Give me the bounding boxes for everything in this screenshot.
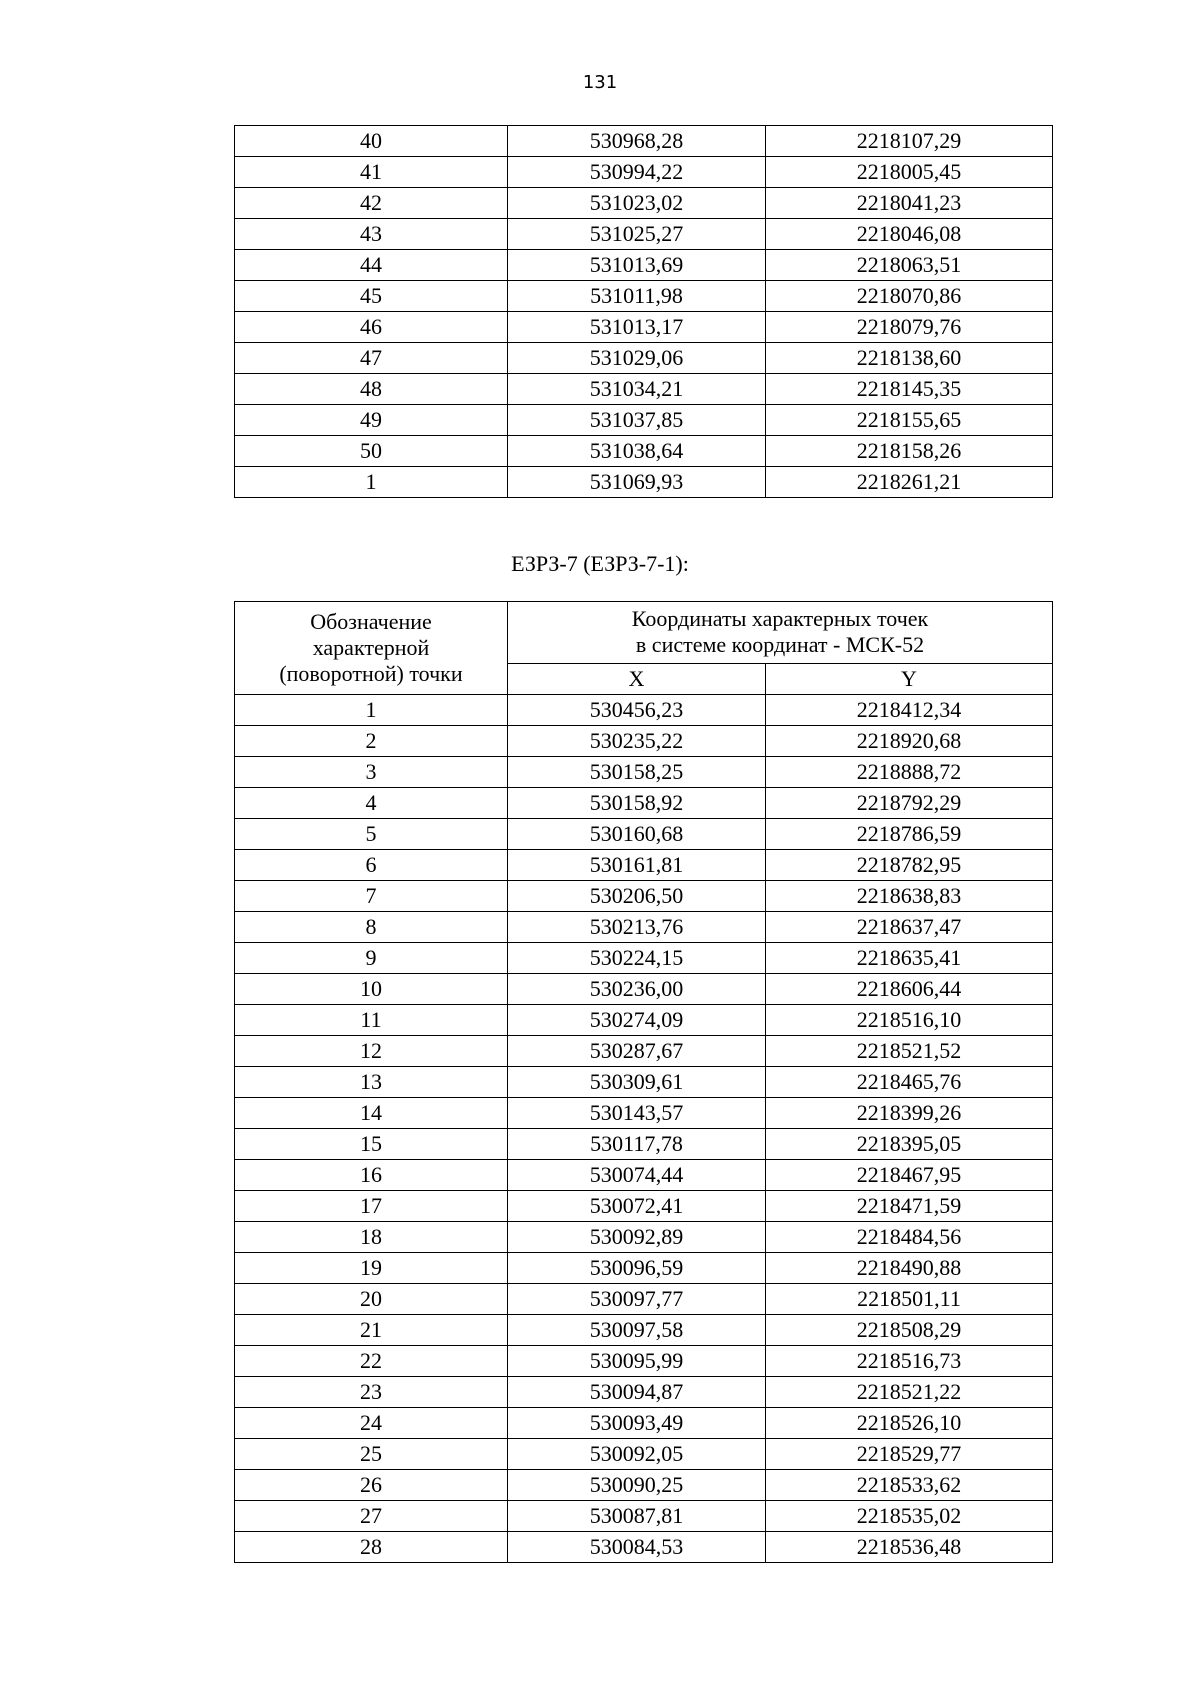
cell-x: 530090,25 [508,1470,766,1501]
table-row [235,974,1053,1005]
page-number: 131 [582,72,618,93]
cell-y: 2218138,60 [766,343,1053,374]
cell-point: 1 [235,467,508,498]
cell-point: 13 [235,1067,508,1098]
header-designation [235,602,508,695]
cell-x: 530161,81 [508,850,766,881]
cell-point: 8 [235,912,508,943]
table-row [235,850,1053,881]
table-row [235,1067,1053,1098]
header-coordinates-line: в системе координат - МСК-52 [635,632,925,658]
cell-point: 6 [235,850,508,881]
cell-point: 45 [235,281,508,312]
cell-y: 2218041,23 [766,188,1053,219]
cell-x: 530158,25 [508,757,766,788]
cell-y: 2218399,26 [766,1098,1053,1129]
cell-y: 2218786,59 [766,819,1053,850]
table-row [235,188,1053,219]
cell-point: 23 [235,1377,508,1408]
cell-y: 2218516,10 [766,1005,1053,1036]
table-row [235,943,1053,974]
cell-y: 2218606,44 [766,974,1053,1005]
cell-y: 2218526,10 [766,1408,1053,1439]
cell-x: 530158,92 [508,788,766,819]
cell-x: 530274,09 [508,1005,766,1036]
cell-x: 531011,98 [508,281,766,312]
cell-y: 2218145,35 [766,374,1053,405]
coordinates-table-continued [234,125,1053,498]
table-row [235,912,1053,943]
table-row [235,1222,1053,1253]
cell-x: 530087,81 [508,1501,766,1532]
cell-x: 530095,99 [508,1346,766,1377]
table-row [235,343,1053,374]
table-row [235,1253,1053,1284]
table-row [235,1098,1053,1129]
cell-y: 2218155,65 [766,405,1053,436]
cell-point: 18 [235,1222,508,1253]
cell-point: 43 [235,219,508,250]
cell-x: 530287,67 [508,1036,766,1067]
cell-x: 530213,76 [508,912,766,943]
cell-y: 2218521,22 [766,1377,1053,1408]
header-designation-line: Обозначение [310,609,432,634]
cell-x: 530160,68 [508,819,766,850]
table-row [235,1191,1053,1222]
cell-x: 531038,64 [508,436,766,467]
cell-point: 40 [235,126,508,157]
cell-x: 530092,05 [508,1439,766,1470]
cell-x: 530968,28 [508,126,766,157]
cell-point: 1 [235,695,508,726]
cell-x: 531023,02 [508,188,766,219]
cell-y: 2218920,68 [766,726,1053,757]
cell-point: 25 [235,1439,508,1470]
table-row [235,1129,1053,1160]
header-y: Y [766,663,1053,694]
cell-y: 2218533,62 [766,1470,1053,1501]
cell-y: 2218635,41 [766,943,1053,974]
header-coordinates [508,602,1053,664]
cell-y: 2218484,56 [766,1222,1053,1253]
header-coordinates-line: Координаты характерных точек [631,606,929,632]
table-header [235,602,1053,695]
cell-y: 2218782,95 [766,850,1053,881]
cell-y: 2218508,29 [766,1315,1053,1346]
cell-y: 2218395,05 [766,1129,1053,1160]
cell-y: 2218490,88 [766,1253,1053,1284]
table-body [235,695,1053,1563]
table-row [235,312,1053,343]
cell-point: 2 [235,726,508,757]
cell-x: 530994,22 [508,157,766,188]
table-row [235,157,1053,188]
cell-y: 2218637,47 [766,912,1053,943]
cell-x: 531037,85 [508,405,766,436]
cell-x: 530206,50 [508,881,766,912]
cell-y: 2218046,08 [766,219,1053,250]
cell-y: 2218535,02 [766,1501,1053,1532]
cell-y: 2218107,29 [766,126,1053,157]
cell-x: 530097,77 [508,1284,766,1315]
cell-y: 2218638,83 [766,881,1053,912]
cell-point: 20 [235,1284,508,1315]
cell-y: 2218792,29 [766,788,1053,819]
cell-point: 4 [235,788,508,819]
cell-x: 530117,78 [508,1129,766,1160]
section-title: ЕЗРЗ-7 (ЕЗРЗ-7-1): [511,551,689,576]
cell-point: 22 [235,1346,508,1377]
cell-point: 9 [235,943,508,974]
cell-x: 531013,17 [508,312,766,343]
table-row [235,1160,1053,1191]
cell-x: 530235,22 [508,726,766,757]
table-row [235,1470,1053,1501]
table-row [235,467,1053,498]
cell-point: 41 [235,157,508,188]
cell-y: 2218158,26 [766,436,1053,467]
cell-point: 15 [235,1129,508,1160]
cell-x: 531025,27 [508,219,766,250]
cell-y: 2218501,11 [766,1284,1053,1315]
table-row [235,281,1053,312]
table-row [235,250,1053,281]
table-row [235,1532,1053,1563]
table-row [235,1346,1053,1377]
cell-x: 531029,06 [508,343,766,374]
table-row [235,788,1053,819]
table-row [235,219,1053,250]
table-body [235,126,1053,498]
table-row [235,757,1053,788]
cell-point: 21 [235,1315,508,1346]
cell-x: 530093,49 [508,1408,766,1439]
cell-x: 530143,57 [508,1098,766,1129]
cell-x: 530094,87 [508,1377,766,1408]
cell-y: 2218888,72 [766,757,1053,788]
cell-y: 2218471,59 [766,1191,1053,1222]
table-row [235,1315,1053,1346]
table-row [235,1036,1053,1067]
cell-point: 16 [235,1160,508,1191]
cell-point: 5 [235,819,508,850]
cell-point: 7 [235,881,508,912]
cell-point: 11 [235,1005,508,1036]
cell-point: 46 [235,312,508,343]
cell-x: 531013,69 [508,250,766,281]
cell-y: 2218261,21 [766,467,1053,498]
cell-point: 17 [235,1191,508,1222]
cell-y: 2218005,45 [766,157,1053,188]
cell-point: 49 [235,405,508,436]
cell-y: 2218529,77 [766,1439,1053,1470]
header-row [235,602,1053,664]
cell-point: 24 [235,1408,508,1439]
cell-x: 530096,59 [508,1253,766,1284]
cell-x: 530072,41 [508,1191,766,1222]
coordinates-table [234,601,1053,1563]
table-row [235,374,1053,405]
cell-point: 48 [235,374,508,405]
header-designation-line: (поворотной) точки [279,661,463,686]
header-x: X [508,663,766,694]
cell-y: 2218521,52 [766,1036,1053,1067]
table-row [235,1377,1053,1408]
table-row [235,695,1053,726]
cell-point: 12 [235,1036,508,1067]
table-row [235,1501,1053,1532]
cell-point: 50 [235,436,508,467]
cell-point: 3 [235,757,508,788]
table-row [235,1408,1053,1439]
cell-point: 27 [235,1501,508,1532]
cell-point: 47 [235,343,508,374]
cell-point: 42 [235,188,508,219]
table-row [235,726,1053,757]
cell-y: 2218536,48 [766,1532,1053,1563]
cell-x: 530092,89 [508,1222,766,1253]
cell-y: 2218516,73 [766,1346,1053,1377]
table-row [235,436,1053,467]
cell-x: 530456,23 [508,695,766,726]
cell-x: 531069,93 [508,467,766,498]
table-row [235,126,1053,157]
cell-x: 531034,21 [508,374,766,405]
table-row [235,1284,1053,1315]
cell-x: 530309,61 [508,1067,766,1098]
cell-y: 2218467,95 [766,1160,1053,1191]
cell-x: 530236,00 [508,974,766,1005]
cell-y: 2218079,76 [766,312,1053,343]
cell-y: 2218412,34 [766,695,1053,726]
cell-y: 2218063,51 [766,250,1053,281]
cell-point: 10 [235,974,508,1005]
cell-x: 530097,58 [508,1315,766,1346]
cell-point: 44 [235,250,508,281]
cell-y: 2218465,76 [766,1067,1053,1098]
table-row [235,405,1053,436]
cell-point: 28 [235,1532,508,1563]
table-row [235,1439,1053,1470]
cell-point: 14 [235,1098,508,1129]
cell-x: 530074,44 [508,1160,766,1191]
cell-point: 19 [235,1253,508,1284]
cell-y: 2218070,86 [766,281,1053,312]
table-row [235,881,1053,912]
table-row [235,819,1053,850]
cell-x: 530224,15 [508,943,766,974]
table-row [235,1005,1053,1036]
cell-x: 530084,53 [508,1532,766,1563]
cell-point: 26 [235,1470,508,1501]
header-designation-line: характерной [312,635,430,660]
